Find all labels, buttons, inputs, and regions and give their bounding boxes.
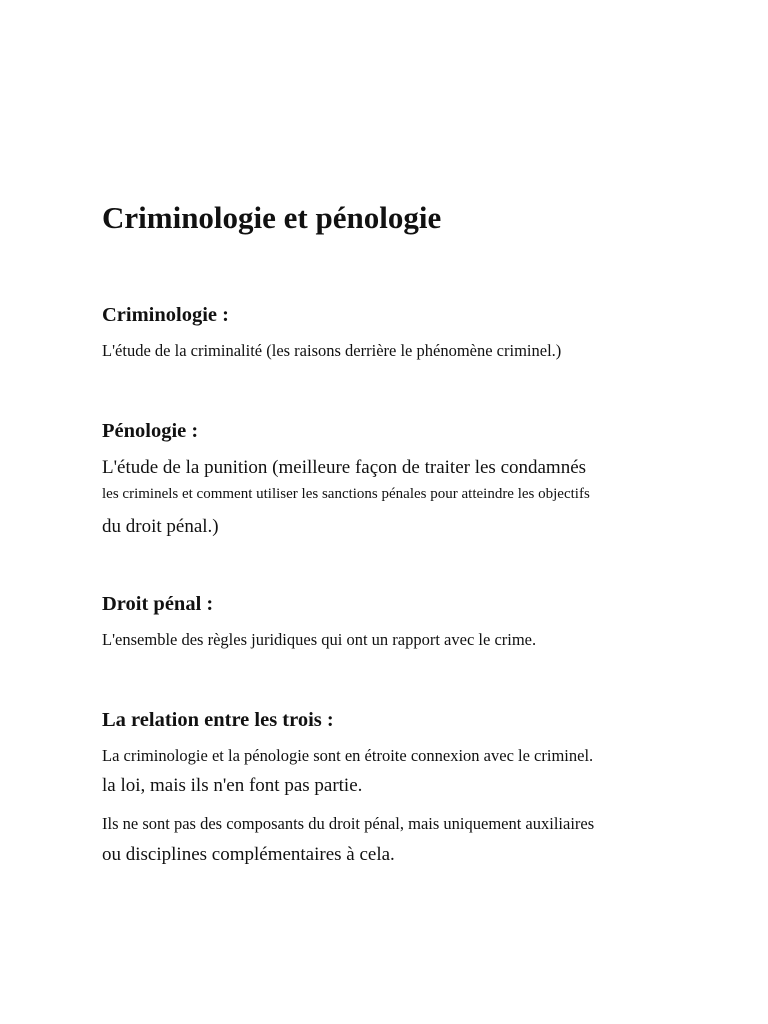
section-text-penologie-line-1: L'étude de la punition (meilleure façon de traiter les condamnés <box>102 457 587 478</box>
section-text-droit-penal: L'ensemble des règles juridiques qui ont un rapport avec le crime. <box>102 630 537 649</box>
section-heading-penologie: Pénologie : <box>102 420 199 442</box>
section-text-penologie-line-2: les criminels et comment utiliser les sanctions pénales pour atteindre les objectifs <box>102 486 590 502</box>
section-text-relation-line-3: Ils ne sont pas des composants du droit pénal, mais uniquement auxiliaires <box>102 814 595 833</box>
section-heading-droit-penal: Droit pénal : <box>102 593 214 615</box>
page-title: Criminologie et pénologie <box>102 200 442 235</box>
section-heading-criminologie: Criminologie : <box>102 304 229 326</box>
section-text-relation-line-4: ou disciplines complémentaires à cela. <box>102 844 395 865</box>
section-text-relation-line-1: La criminologie et la pénologie sont en étroite connexion avec le criminel. <box>102 746 594 765</box>
section-heading-relation: La relation entre les trois : <box>102 709 334 731</box>
section-text-criminologie: L'étude de la criminalité (les raisons derrière le phénomène criminel.) <box>102 341 562 360</box>
section-text-relation-line-2: la loi, mais ils n'en font pas partie. <box>102 775 363 796</box>
section-text-penologie-line-3: du droit pénal.) <box>102 516 219 537</box>
